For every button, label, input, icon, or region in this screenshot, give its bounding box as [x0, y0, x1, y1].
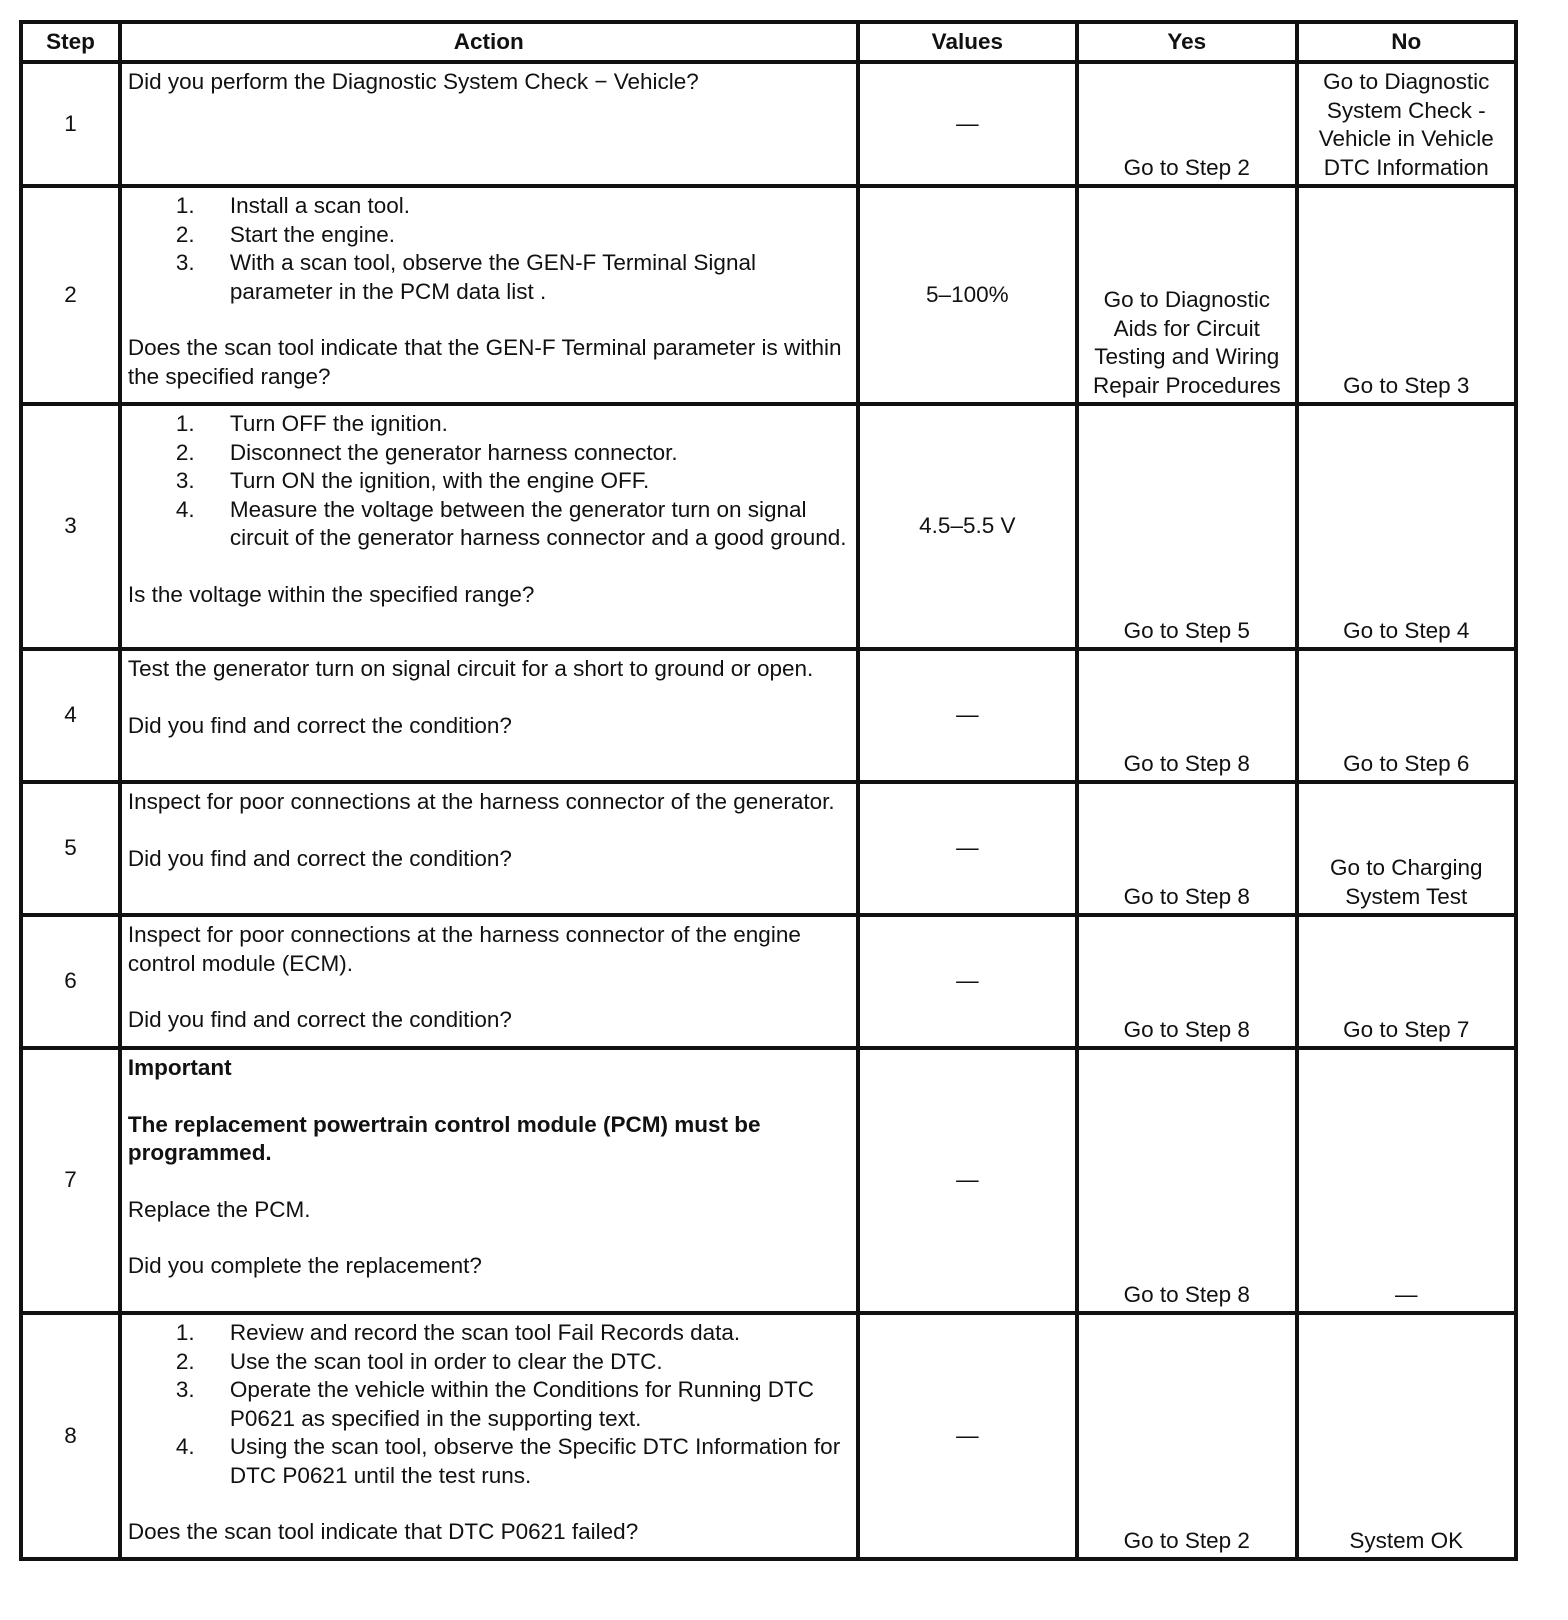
action-cell: [120, 782, 858, 915]
no-cell: Go to Step 6: [1297, 649, 1516, 782]
yes-cell: Go to Step 5: [1077, 404, 1296, 649]
action-question: Did you complete the replacement?: [127, 1253, 482, 1278]
action-cell: [120, 404, 858, 649]
step-number: 1: [21, 62, 120, 186]
action-text: Did you perform the Diagnostic System Check − Vehicle?: [127, 69, 699, 94]
action-question: Did you find and correct the condition?: [127, 845, 512, 871]
action-question: Is the voltage within the specified range?: [127, 581, 535, 607]
list-item: 1. Install a scan tool.: [175, 193, 411, 218]
header-action: Action: [120, 22, 858, 62]
values-cell: —: [858, 915, 1077, 1048]
important-text: The replacement powertrain control module (PCM) must be programmed.: [127, 1111, 761, 1165]
list-item: 3. With a scan tool, observe the GEN-F Terminal Signal parameter in the PCM data list .: [175, 250, 756, 304]
table-row: [21, 1313, 1516, 1559]
action-question: Did you find and correct the condition?: [127, 1007, 512, 1032]
yes-cell: Go to Step 8: [1077, 782, 1296, 915]
important-label: Important: [127, 1055, 232, 1080]
list-item: 1. Review and record the scan tool Fail Records data.: [175, 1320, 741, 1345]
list-item: 3. Turn ON the ignition, with the engine OFF.: [175, 468, 650, 493]
action-cell: [120, 186, 858, 404]
no-cell: Go to Charging System Test: [1297, 782, 1516, 915]
action-text: Inspect for poor connections at the harness connector of the engine control module (ECM).: [127, 922, 801, 976]
diagnostic-table: [19, 20, 1518, 1561]
list-item: 2. Use the scan tool in order to clear the DTC.: [175, 1348, 663, 1374]
table-row: [21, 782, 1516, 915]
action-cell: [120, 62, 858, 186]
step-number: 7: [21, 1048, 120, 1313]
list-item: 2. Start the engine.: [175, 221, 396, 247]
header-yes: Yes: [1077, 22, 1296, 62]
yes-cell: Go to Step 8: [1077, 649, 1296, 782]
yes-cell: Go to Step 8: [1077, 1048, 1296, 1313]
table-row: [21, 915, 1516, 1048]
step-number: 6: [21, 915, 120, 1048]
table-row: [21, 649, 1516, 782]
step-number: 5: [21, 782, 120, 915]
yes-cell: Go to Step 2: [1077, 1313, 1296, 1559]
values-cell: —: [858, 62, 1077, 186]
list-item: 1. Turn OFF the ignition.: [175, 411, 448, 436]
action-question: Does the scan tool indicate that DTC P0621 failed?: [127, 1519, 639, 1544]
values-cell: 4.5–5.5 V: [858, 404, 1077, 649]
action-cell: [120, 649, 858, 782]
list-item: 4. Measure the voltage between the generator turn on signal circuit of the generator harness connector and a good ground.: [175, 496, 847, 550]
yes-cell: Go to Step 2: [1077, 62, 1296, 186]
no-cell: System OK: [1297, 1313, 1516, 1559]
action-cell: [120, 1313, 858, 1559]
table-row: [21, 62, 1516, 186]
action-text: Inspect for poor connections at the harness connector of the generator.: [127, 789, 835, 814]
action-steps-list: [128, 410, 850, 553]
table-row: [21, 404, 1516, 649]
values-cell: —: [858, 1048, 1077, 1313]
values-cell: —: [858, 649, 1077, 782]
step-number: 4: [21, 649, 120, 782]
action-steps-list: [128, 192, 850, 306]
no-cell: Go to Step 4: [1297, 404, 1516, 649]
list-item: 4. Using the scan tool, observe the Specific DTC Information for DTC P0621 until the test runs.: [175, 1434, 841, 1488]
action-question: Does the scan tool indicate that the GEN-F Terminal parameter is within the specified range?: [127, 335, 842, 389]
values-cell: 5–100%: [858, 186, 1077, 404]
header-row: [21, 22, 1516, 62]
action-text: Replace the PCM.: [127, 1196, 311, 1222]
list-item: 2. Disconnect the generator harness connector.: [175, 439, 678, 465]
yes-cell: Go to Diagnostic Aids for Circuit Testing and Wiring Repair Procedures: [1077, 186, 1296, 404]
table-row: [21, 186, 1516, 404]
list-item: 3. Operate the vehicle within the Conditions for Running DTC P0621 as specified in the supporting text.: [175, 1377, 814, 1431]
step-number: 3: [21, 404, 120, 649]
values-cell: —: [858, 782, 1077, 915]
step-number: 2: [21, 186, 120, 404]
yes-cell: Go to Step 8: [1077, 915, 1296, 1048]
no-cell: —: [1297, 1048, 1516, 1313]
table-row: [21, 1048, 1516, 1313]
no-cell: Go to Step 7: [1297, 915, 1516, 1048]
action-steps-list: [128, 1319, 850, 1490]
step-number: 8: [21, 1313, 120, 1559]
header-step: Step: [21, 22, 120, 62]
header-values: Values: [858, 22, 1077, 62]
no-cell: Go to Step 3: [1297, 186, 1516, 404]
action-cell: [120, 915, 858, 1048]
header-no: No: [1297, 22, 1516, 62]
no-cell: Go to Diagnostic System Check - Vehicle in Vehicle DTC Information: [1297, 62, 1516, 186]
action-cell: [120, 1048, 858, 1313]
action-text: Test the generator turn on signal circuit for a short to ground or open.: [127, 656, 814, 681]
values-cell: —: [858, 1313, 1077, 1559]
action-question: Did you find and correct the condition?: [127, 712, 512, 738]
